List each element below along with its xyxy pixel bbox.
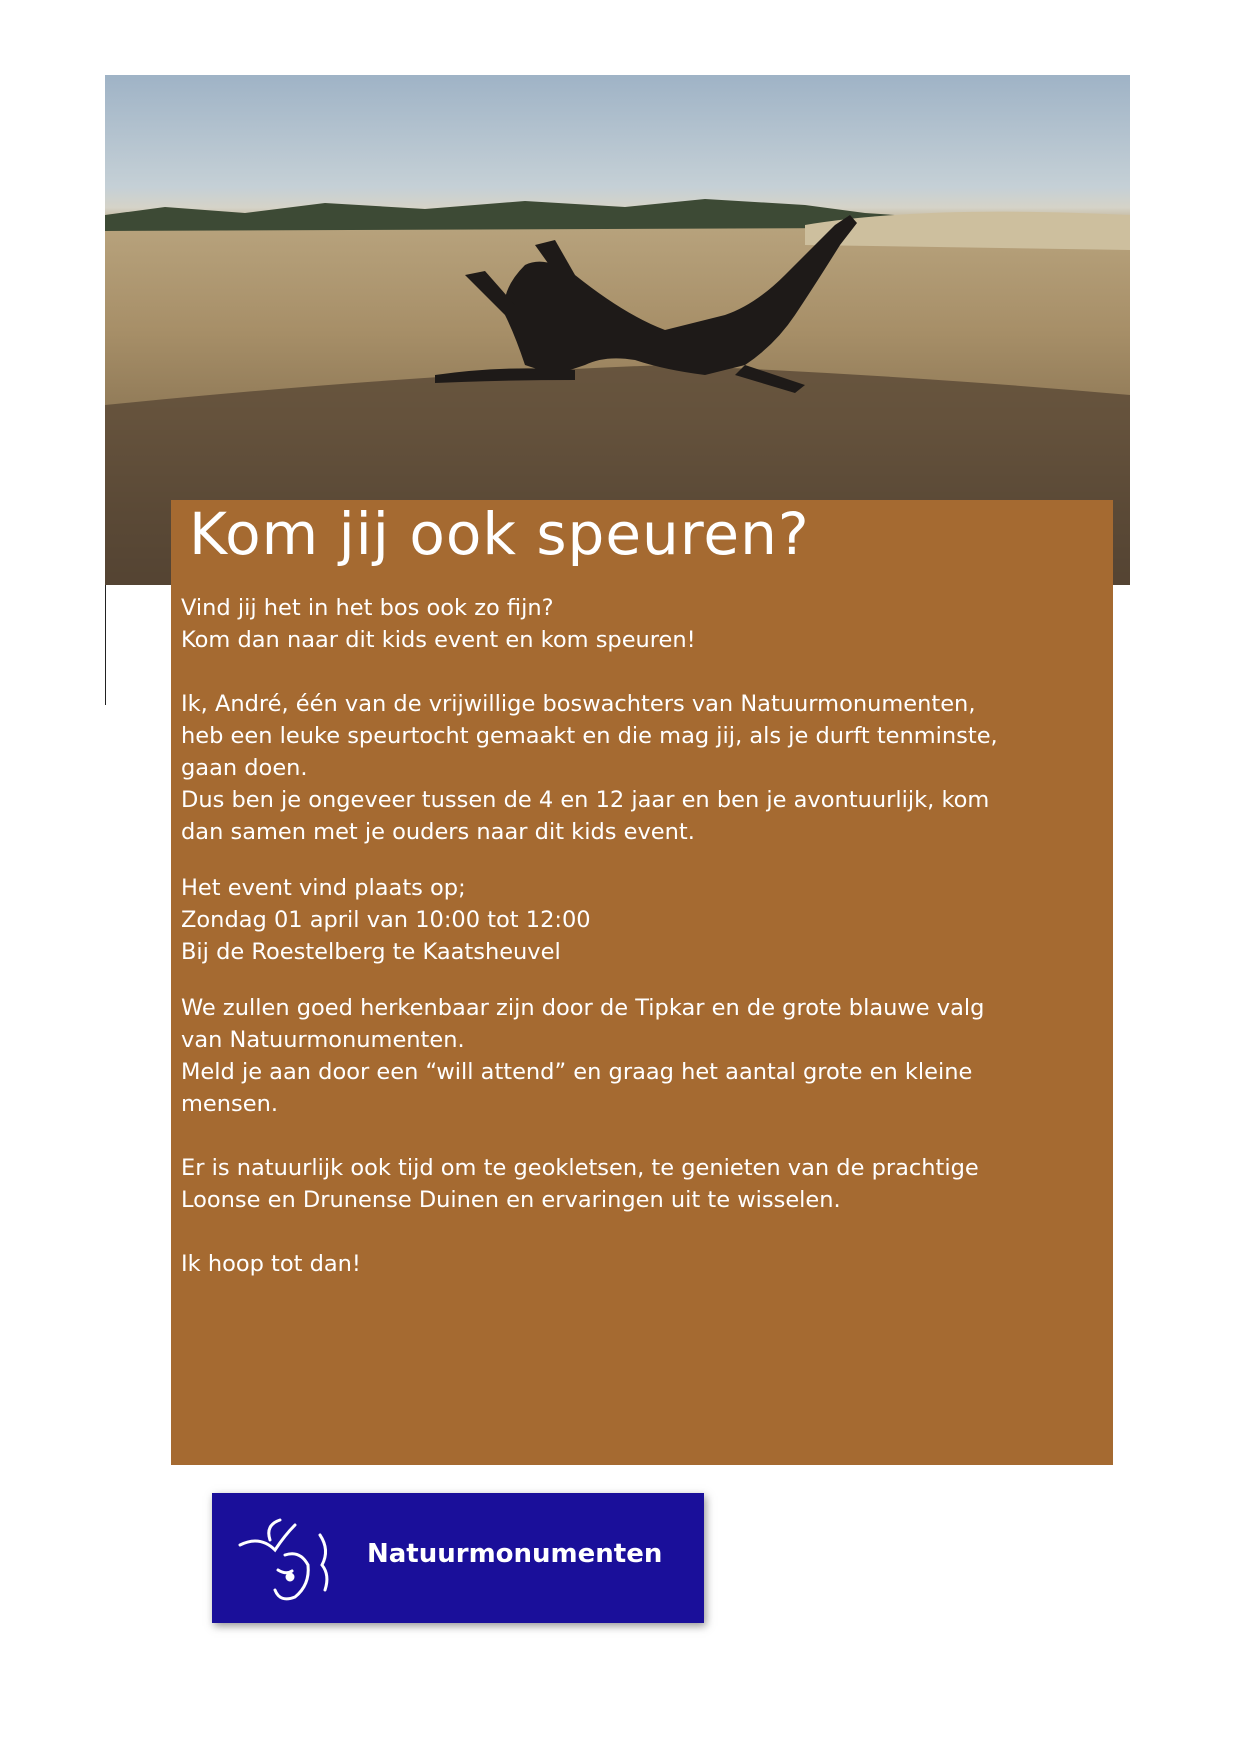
text-line: Ik hoop tot dan!: [181, 1251, 361, 1277]
paragraph-extra: [181, 1152, 1091, 1216]
text-line: Ik, André, één van de vrijwillige boswachters van Natuurmonumenten,: [181, 691, 976, 717]
text-line: gaan doen.: [181, 755, 308, 781]
text-line: Er is natuurlijk ook tijd om te geokletsen, te genieten van de prachtige: [181, 1155, 979, 1181]
text-line: Vind jij het in het bos ook zo fijn?: [181, 595, 554, 621]
text-line: Kom dan naar dit kids event en kom speuren!: [181, 627, 696, 653]
text-line: Loonse en Drunense Duinen en ervaringen uit te wisselen.: [181, 1187, 841, 1213]
text-line: We zullen goed herkenbaar zijn door de Tipkar en de grote blauwe valg: [181, 995, 985, 1021]
text-line: Zondag 01 april van 10:00 tot 12:00: [181, 907, 591, 933]
logo-wordmark: Natuurmonumenten: [367, 1539, 663, 1569]
paragraph-recognition: [181, 992, 1091, 1120]
left-edge-rule: [105, 585, 106, 705]
info-panel: [171, 500, 1113, 1465]
paragraph-when-where: [181, 872, 1091, 968]
text-line: Het event vind plaats op;: [181, 875, 466, 901]
natuurmonumenten-logo: [212, 1493, 704, 1623]
text-line: Dus ben je ongeveer tussen de 4 en 12 jaar en ben je avontuurlijk, kom: [181, 787, 990, 813]
paragraph-about: [181, 688, 1091, 848]
paragraph-closing: [181, 1248, 1091, 1280]
text-line: heb een leuke speurtocht gemaakt en die mag jij, als je durft tenminste,: [181, 723, 998, 749]
text-line: dan samen met je ouders naar dit kids event.: [181, 819, 695, 845]
paragraph-intro: [181, 592, 1091, 656]
text-line: Meld je aan door een “will attend” en graag het aantal grote en kleine: [181, 1059, 973, 1085]
text-line: van Natuurmonumenten.: [181, 1027, 465, 1053]
text-line: mensen.: [181, 1091, 278, 1117]
deer-bird-logo-icon: [230, 1505, 350, 1615]
body-text: [181, 592, 1091, 1304]
text-line: Bij de Roestelberg te Kaatsheuvel: [181, 939, 561, 965]
headline: Kom jij ook speuren?: [189, 500, 810, 568]
